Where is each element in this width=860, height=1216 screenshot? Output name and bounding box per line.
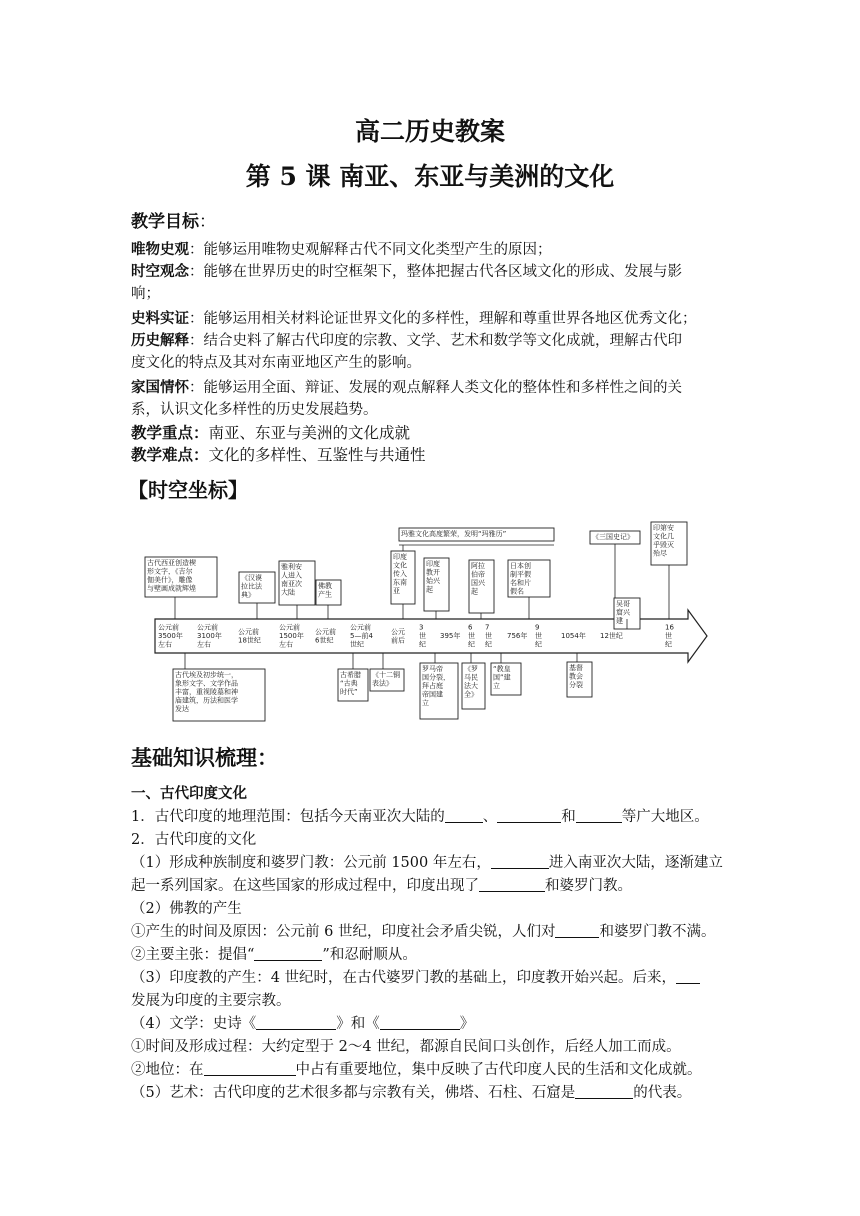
timeline-event-text: 古代埃及初步统一，象形文字、文学作品丰富，重视陵墓和神庙建筑，历法和医学发达 [175,671,238,713]
answer-blank [256,1015,336,1030]
goal-text: ：能够在世界历史的时空框架下，整体把握古代各区域文化的形成、发展与影 [189,264,682,280]
goal-label: 时空观念 [131,263,189,280]
timeline-tick-label: 16 世纪 [665,623,674,649]
timeline-event-text: 印度教开始兴起 [426,560,440,594]
answer-blank [575,1084,633,1099]
text: ②地位：在 [131,1062,204,1078]
timeline-event-text: 印度文化传入东南亚 [393,553,407,595]
goal-item-3 [131,308,731,330]
answer-blank [576,808,622,823]
timeline-tick-label: 12世纪 [600,632,623,640]
goal-item-5 [131,377,731,399]
key-point-label: 教学重点： [131,423,209,442]
question-2-1-cont [131,874,632,895]
goal-item-4-cont: 度文化的特点及其对东南亚地区产生的影响。 [131,355,421,371]
goals-heading-text: 教学目标 [131,212,199,232]
text: 和婆罗门教不满。 [599,924,716,940]
timeline-event-text: 《汉谟拉比法典》 [241,574,262,599]
timeline-event-text: 印第安文化几乎毁灭殆尽 [653,524,674,558]
timeline-event-text: 日本创制平假名和片假名 [510,562,531,596]
question-2: 2．古代印度的文化 [131,832,257,848]
answer-blank [555,923,599,938]
key-point [131,421,410,443]
question-2-2-a [131,920,715,941]
timeline-event-text: 佛教产生 [318,582,332,599]
goal-label: 历史解释 [131,332,189,349]
answer-blank [497,808,561,823]
question-2-2: （2）佛教的产生 [131,901,242,917]
timeline-event-text: 《罗马民法大全》 [464,665,478,699]
goal-text: ：能够运用全面、辩证、发展的观点解释人类文化的整体性和多样性之间的关 [189,380,682,396]
timeline-tick-label: 公元前 3100年左右 [197,623,222,649]
difficult-point-label: 教学难点： [131,445,209,464]
timeline-event-text: 玛雅文化高度繁荣，发明“玛雅历” [401,530,507,538]
answer-blank [491,854,549,869]
text: 的代表。 [633,1085,692,1101]
text: 等广大地区。 [621,809,709,825]
text: 起一系列国家。在这些国家的形成过程中，印度出现了 [131,878,479,894]
timeline-event-text: 阿拉伯帝国兴起 [471,562,485,596]
question-2-2-b [131,943,417,964]
text: （4）文学：史诗《 [131,1016,257,1032]
timeline-event-text: 《三国史记》 [592,533,634,541]
goal-label: 家国情怀 [131,379,189,396]
question-2-4-b [131,1058,702,1079]
question-2-5 [131,1081,691,1102]
text: ②主要主张：提倡“ [131,947,255,963]
question-2-1 [131,851,723,872]
text: 》 [459,1016,475,1032]
question-1 [131,805,709,826]
timeline-event-text: 古希腊“古典时代” [340,671,361,696]
timeline-figure [135,497,713,722]
timeline-heading: 【时空坐标】 [128,478,248,502]
goals-heading-colon: ： [199,212,216,232]
answer-blank [204,1061,296,1076]
goal-label: 唯物史观 [131,241,189,258]
timeline-event-text: 《十二铜表法》 [372,671,400,688]
text: 中占有重要地位，集中反映了古代印度人民的生活和文化成就。 [295,1062,702,1078]
timeline-event-text: 雅利安人进入南亚次大陆 [281,563,302,597]
difficult-point-text: 文化的多样性、互鉴性与共通性 [208,446,426,464]
question-2-4 [131,1012,474,1033]
timeline-tick-label: 公元前 1500年左右 [279,623,304,649]
question-2-4-a: ①时间及形成过程：大约定型于 2～4 世纪，都源自民间口头创作，后经人加工而成。 [131,1039,681,1055]
timeline-event-text: 基督教会分裂 [569,664,583,689]
timeline-tick-label: 1054年 [561,632,586,640]
timeline-tick-label: 公元前 5—前4 世纪 [350,623,373,649]
timeline-tick-label: 3 世纪 [419,623,426,649]
timeline-event-text: “教皇国”建立 [493,665,511,690]
timeline-event-text: 吴哥窟兴建 [616,600,630,625]
goal-text: ：结合史料了解古代印度的宗教、文学、艺术和数学等文化成就，理解古代印 [189,333,682,349]
answer-blank [380,1015,460,1030]
text: 》和《 [336,1016,380,1032]
text: 1．古代印度的地理范围：包括今天南亚次大陆的 [131,809,445,825]
section-heading-india: 一、古代印度文化 [131,785,247,802]
timeline-tick-label: 9 世纪 [535,623,542,649]
goals-heading [131,207,216,232]
answer-blank [254,946,322,961]
text: 进入南亚次大陆，逐渐建立 [548,855,723,871]
lesson-title: 第 5 课 南亚、东亚与美洲的文化 [245,162,615,191]
text: 、 [482,809,498,825]
key-point-text: 南亚、东亚与美洲的文化成就 [208,424,411,442]
goal-label: 史料实证 [131,310,189,327]
text: （3）印度教的产生：4 世纪时，在古代婆罗门教的基础上，印度教开始兴起。后来， [131,970,677,986]
question-2-3 [131,966,700,987]
basics-heading: 基础知识梳理： [131,745,278,770]
goal-item-5-cont: 系，认识文化多样性的历史发展趋势。 [131,402,378,418]
question-2-3-cont: 发展为印度的主要宗教。 [131,993,291,1009]
timeline-tick-label: 395年 [440,632,461,640]
answer-blank [676,969,700,984]
timeline-event-text: 罗马帝国分裂，拜占庭帝国建立 [422,665,450,707]
goal-item-4 [131,330,731,352]
goal-item-2-cont: 响； [131,286,160,302]
goal-text: ：能够运用唯物史观解释古代不同文化类型产生的原因； [189,242,552,258]
timeline-event-text: 古代西亚创造楔形文字，《吉尔伽美什》，雕像与壁画成就辉煌 [147,559,196,593]
goal-item-1 [131,239,731,261]
timeline-tick-label: 756年 [507,632,528,640]
text: ”和忍耐顺从。 [322,947,417,963]
answer-blank [479,877,545,892]
timeline-tick-label: 公元前 18世纪 [238,627,261,645]
answer-blank [445,808,483,823]
document-title: 高二历史教案 [354,117,505,146]
text: 和婆罗门教。 [545,878,632,894]
timeline-tick-label: 公元前后 [391,627,405,645]
text: ①产生的时间及原因：公元前 6 世纪，印度社会矛盾尖锐，人们对 [131,924,556,940]
goal-text: ：能够运用相关材料论证世界文化的多样性，理解和尊重世界各地区优秀文化； [189,311,697,327]
text: （1）形成种族制度和婆罗门教：公元前 1500 年左右， [131,855,491,871]
timeline-tick-label: 公元前 6世纪 [315,627,336,645]
timeline-tick-label: 6 世纪 [468,623,475,649]
text: （5）艺术：古代印度的艺术很多都与宗教有关，佛塔、石柱、石窟是 [131,1085,576,1101]
text: 和 [561,809,576,825]
timeline-tick-label: 7 世纪 [485,623,492,649]
goal-item-2 [131,261,731,283]
timeline-tick-label: 公元前 3500年左右 [158,623,183,649]
difficult-point [131,443,426,465]
